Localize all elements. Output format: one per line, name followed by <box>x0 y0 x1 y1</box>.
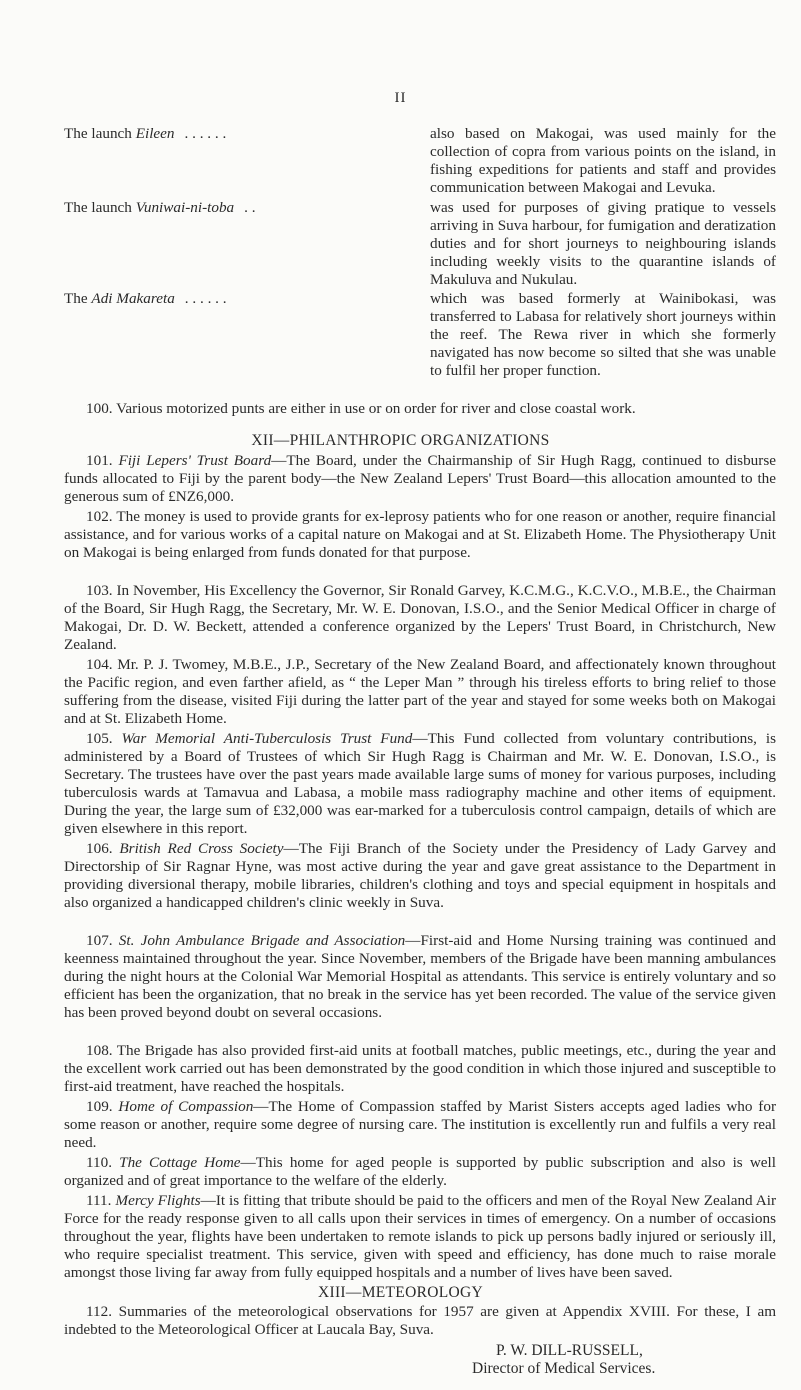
paragraph-number: 105. <box>86 730 113 747</box>
paragraph-number: 100. <box>86 400 113 417</box>
leader-dots: . . . . . . <box>184 290 227 307</box>
launch-name-italic: Adi Makareta <box>91 290 175 307</box>
paragraph-text: The money is used to provide grants for ex-leprosy patients who for one reason or another, require financial assistance, and for various works of a capital nature on Makogai and at St. Elizabeth Home. The Physiotherapy Unit on Makogai is being enlarged from funds donated for that purpose. <box>64 508 776 561</box>
launch-name-prefix: The launch <box>64 125 136 142</box>
page-number: II <box>394 90 407 106</box>
leader-dots: . . . . . . <box>184 125 227 142</box>
paragraph-number: 104. <box>86 656 113 673</box>
paragraph-text: —The Home of Compassion staffed by Marist Sisters accepts aged ladies who for some reason or another, require some degree of nursing care. The institution is excellently run and fulfils a very real need. <box>64 1098 777 1151</box>
launch-name-italic: Eileen <box>135 125 175 142</box>
paragraph-105 <box>64 730 776 838</box>
leader-dots: . . <box>244 199 256 216</box>
paragraph-102 <box>64 508 776 562</box>
paragraph-text: —This Fund collected from voluntary contributions, is administered by a Board of Trustees of which Sir Hugh Ragg is Chairman and Mr. W. E. Donovan, I.S.O., is Secretary. The trustees have over the past years made available large sums of money for various purposes, including tuberculosis wards at Tamavua and Labasa, a mobile mass radiography machine and other items of equipment. During the year, the large sum of £32,000 was ear-marked for a tuberculosis control campaign, details of which are given elsewhere in this report. <box>64 730 777 837</box>
paragraph-number: 106. <box>86 840 113 857</box>
signature-title: Director of Medical Services. <box>472 1360 656 1377</box>
paragraph-number: 108. <box>86 1042 113 1059</box>
paragraph-text: —It is fitting that tribute should be paid to the officers and men of the Royal New Zealand Air Force for the ready response given to all calls upon their services in times of emergency. On a number of occasions throughout the year, flights have been undertaken to remote islands to pick up persons badly injured or seriously ill, who require specialist treatment. This service, given with speed and efficiency, has done much to raise morale amongst those living far away from fully equipped hospitals and a number of lives have been saved. <box>64 1192 776 1281</box>
paragraph-106 <box>64 840 776 912</box>
paragraph-number: 103. <box>86 582 113 599</box>
launch-name <box>64 199 256 217</box>
launch-description: which was based formerly at Wainibokasi, was transferred to Labasa for relatively short journeys within the reef. The Rewa river in which she formerly navigated has now become so silted that she was unable to fulfil her proper function. <box>430 290 776 379</box>
paragraph-108 <box>64 1042 776 1096</box>
section-heading-philanthropic: XII—PHILANTHROPIC ORGANIZATIONS <box>251 432 550 449</box>
paragraph-text: Summaries of the meteorological observations for 1957 are given at Appendix XVIII. For these, I am indebted to the Meteorological Officer at Laucala Bay, Suva. <box>64 1303 777 1338</box>
paragraph-title: Mercy Flights <box>115 1192 201 1209</box>
paragraph-104 <box>64 656 776 728</box>
paragraph-111 <box>64 1192 776 1282</box>
paragraph-title: Home of Compassion <box>118 1098 254 1115</box>
paragraph-title: The Cottage Home <box>119 1154 241 1171</box>
paragraph-110 <box>64 1154 776 1190</box>
paragraph-title: St. John Ambulance Brigade and Association <box>118 932 406 949</box>
paragraph-text: The Brigade has also provided first-aid units at football matches, public meetings, etc., during the year and the excellent work carried out has been demonstrated by the good condition in which those injured and susceptible to first-aid treatment, have reached the hospitals. <box>64 1042 776 1095</box>
paragraph-112 <box>64 1303 776 1339</box>
launch-name <box>64 125 226 143</box>
paragraph-number: 109. <box>86 1098 113 1115</box>
paragraph-number: 102. <box>86 508 113 525</box>
paragraph-109 <box>64 1098 776 1152</box>
paragraph-text: In November, His Excellency the Governor, Sir Ronald Garvey, K.C.M.G., K.C.V.O., M.B.E., the Chairman of the Board, Sir Hugh Ragg, the Secretary, Mr. W. E. Donovan, I.S.O., and the Senior Medical Officer in charge of Makogai, Dr. D. W. Beckett, attended a conference organized by the Lepers' Trust Board, in Christchurch, New Zealand. <box>64 582 777 653</box>
launch-name-prefix: The launch <box>64 199 136 216</box>
paragraph-text: Various motorized punts are either in use or on order for river and close coastal work. <box>116 400 636 417</box>
paragraph-number: 111. <box>86 1192 112 1209</box>
launch-name <box>64 290 227 308</box>
paragraph-text: Mr. P. J. Twomey, M.B.E., J.P., Secretary of the New Zealand Board, and affectionately known throughout the Pacific region, and even farther afield, as “ the Leper Man ” through his tireless efforts to bring relief to those suffering from the disease, visited Fiji during the latter part of the year and stayed for some weeks both on Makogai and at St. Elizabeth Home. <box>64 656 777 727</box>
paragraph-text: —The Fiji Branch of the Society under the Presidency of Lady Garvey and Directorship of Sir Ragnar Hyne, was most active during the year and gave great assistance to the Department in providing diversional therapy, mobile libraries, children's clothing and toys and special equipment in hospitals and also organized a handicapped children's clinic weekly in Suva. <box>64 840 777 911</box>
paragraph-number: 101. <box>86 452 113 469</box>
launch-name-italic: Vuniwai-ni-toba <box>135 199 235 216</box>
launch-description: was used for purposes of giving pratique to vessels arriving in Suva harbour, for fumigation and deratization duties and for short journeys to neighbouring islands including weekly visits to the quarantine islands of Makuluva and Nukulau. <box>430 199 776 288</box>
paragraph-101 <box>64 452 776 506</box>
paragraph-text: —First-aid and Home Nursing training was continued and keenness maintained throughout the year. Since November, members of the Brigade have been manning ambulances during the night hours at the Colonial War Memorial Hospital as attendants. This service is entirely voluntary and so efficient has been the organization, that no break in the service has yet been recorded. The value of the service given has been proved beyond doubt on several occasions. <box>64 932 776 1021</box>
paragraph-title: War Memorial Anti-Tuberculosis Trust Fund <box>121 730 413 747</box>
paragraph-text: —This home for aged people is supported by public subscription and also is well organized and of great importance to the welfare of the elderly. <box>64 1154 776 1189</box>
paragraph-text: —The Board, under the Chairmanship of Sir Hugh Ragg, continued to disburse funds allocated to Fiji by the parent body—the New Zealand Lepers' Trust Board—this allocation amounted to the generous sum of £NZ6,000. <box>64 452 776 505</box>
paragraph-title: British Red Cross Society <box>119 840 284 857</box>
section-heading-meteorology: XIII—METEOROLOGY <box>318 1284 483 1301</box>
paragraph-107 <box>64 932 776 1022</box>
paragraph-100 <box>64 400 776 418</box>
paragraph-title: Fiji Lepers' Trust Board <box>118 452 272 469</box>
signature-block <box>472 1342 655 1378</box>
paragraph-number: 112. <box>86 1303 113 1320</box>
launch-name-prefix: The <box>64 290 92 307</box>
paragraph-103 <box>64 582 776 654</box>
paragraph-number: 107. <box>86 932 113 949</box>
paragraph-number: 110. <box>86 1154 113 1171</box>
launch-description: also based on Makogai, was used mainly for the collection of copra from various points on the island, in fishing expeditions for patients and staff and provides communication between Makogai and Levuka. <box>430 125 776 196</box>
signature-name: P. W. DILL-RUSSELL, <box>496 1342 643 1359</box>
